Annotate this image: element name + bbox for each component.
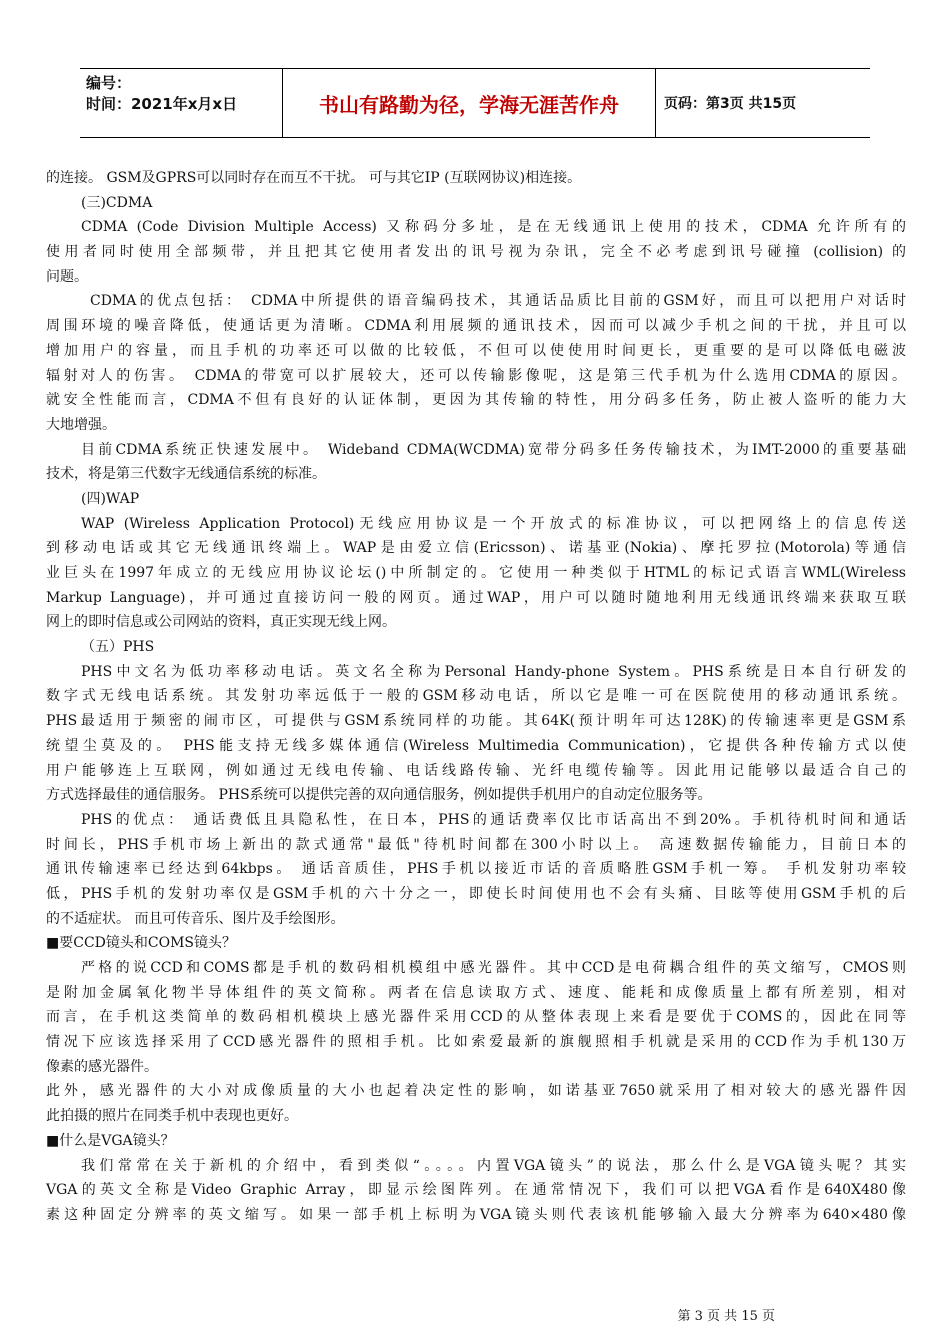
text-line: 此外，感光器件的大小对成像质量的大小也起着决定性的影响，如诺基亚7650就采用了相对较大的感光器件因	[46, 1083, 906, 1100]
text-line: Markup Language)，并可通过直接访问一般的网页。通过WAP，用户可以随时随地利用无线通讯终端来获取互联	[46, 589, 906, 606]
text-line: 我们常常在关于新机的介绍中，看到类似“。。。。内置VGA镜头”的说法，那么什么是VGA镜头呢？其实	[81, 1157, 906, 1174]
header-motto: 书山有路勤为径，学海无涯苦作舟	[283, 69, 656, 137]
text-line: (四)WAP	[81, 490, 140, 507]
text-line: 技术，将是第三代数字无线通信系统的标准。	[46, 466, 326, 483]
text-line: 像素的感光器件。	[46, 1058, 158, 1075]
text-line: 的连接。 GSM及GPRS可以同时存在而互不干扰。 可与其它IP (互联网协议)相连接。	[46, 170, 582, 186]
text-line: PHS的优点： 通话费低且具隐私性，在日本，PHS的通话费率仅比市话高出不到20%。手机待机时间和通话	[81, 811, 906, 828]
text-line: 用户能够连上互联网，例如通过无线电传输、电话线路传输、光纤电缆传输等。因此用记能够以最适合自己的	[46, 762, 906, 779]
text-line: VGA的英文全称是Video Graphic Array，即显示绘图阵列。在通常情况下，我们可以把VGA看作是640X480像	[46, 1182, 906, 1199]
text-line: 使用者同时使用全部频带，并且把其它使用者发出的讯号视为杂讯，完全不必考虑到讯号碰撞 (collision) 的	[46, 244, 906, 261]
text-line: 的不适症状。 而且可传音乐、图片及手绘图形。	[46, 910, 345, 927]
text-line: 就安全性能而言，CDMA不但有良好的认证体制，更因为其传输的特性，用分码多任务，防止被人盗听的能力大	[46, 392, 906, 409]
text-line: 情况下应该选择采用了CCD感光器件的照相手机。比如索爱最新的旗舰照相手机就是采用的CCD作为手机130万	[46, 1034, 906, 1051]
text-line: （五）PHS	[81, 639, 155, 656]
text-line: CDMA (Code Division Multiple Access) 又称码分多址，是在无线通讯上使用的技术，CDMA 允许所有的	[81, 219, 906, 236]
text-line: ■要CCD镜头和COMS镜头？	[46, 935, 236, 952]
text-line: 而言，在手机这类简单的数码相机模块上感光器件采用CCD的从整体表现上来看是要优于COMS的，因此在同等	[46, 1009, 906, 1026]
text-line: PHS最适用于频密的闹市区，可提供与GSM系统同样的功能。其64K(预计明年可达128K)的传输速率更是GSM系	[46, 713, 906, 730]
header-meta	[80, 69, 283, 137]
page-footer: 第 3 页 共 15 页	[677, 1309, 775, 1324]
header-page-number: 页码：第3页 共15页	[664, 96, 797, 112]
text-line: 通讯传输速率已经达到64kbps。 通话音质佳，PHS手机以接近市话的音质略胜GSM手机一筹。 手机发射功率较	[46, 861, 906, 878]
text-line: 目前CDMA系统正快速发展中。 Wideband CDMA(WCDMA)宽带分码多任务传输技术，为IMT-2000的重要基础	[81, 441, 906, 458]
text-line: 此拍摄的照片在同类手机中表现也更好。	[46, 1108, 298, 1125]
text-line: 数字式无线电话系统。其发射功率远低于一般的GSM移动电话，所以它是唯一可在医院使用的移动通讯系统。	[46, 688, 906, 705]
text-line: 到移动电话或其它无线通讯终端上。WAP是由爱立信(Ericsson)、诺基亚(Nokia)、摩托罗拉(Motorola)等通信	[46, 540, 906, 557]
text-line: (三)CDMA	[81, 194, 153, 211]
text-line: 素这种固定分辨率的英文缩写。如果一部手机上标明为VGA镜头则代表该机能够输入最大分辨率为640×480像	[46, 1206, 906, 1223]
text-line: 统望尘莫及的。 PHS能支持无线多媒体通信(Wireless Multimedia Communication)，它提供各种传输方式以使	[46, 737, 906, 754]
text-line: 周围环境的噪音降低，使通话更为清晰。CDMA利用展频的通讯技术，因而可以减少手机之间的干扰，并且可以	[46, 318, 906, 335]
text-line: 是附加金属氧化物半导体组件的英文简称。两者在信息读取方式、速度、能耗和成像质量上都有所差别，相对	[46, 984, 906, 1001]
document-date: 时间：2021年x月x日	[86, 95, 238, 113]
text-line: PHS中文名为低功率移动电话。英文名全称为Personal Handy-phone System。PHS系统是日本自行研发的	[81, 663, 906, 680]
text-line: 辐射对人的伤害。 CDMA的带宽可以扩展较大，还可以传输影像呢，这是第三代手机为什么选用CDMA的原因。	[46, 367, 906, 384]
text-line: 方式选择最佳的通信服务。 PHS系统可以提供完善的双向通信服务，例如提供手机用户的自动定位服务等。	[46, 787, 712, 804]
text-line: 问题。	[46, 268, 88, 285]
text-line: CDMA的优点包括： CDMA中所提供的语音编码技术，其通话品质比目前的GSM好，而且可以把用户对话时	[90, 293, 906, 310]
text-line: WAP (Wireless Application Protocol)无线应用协议是一个开放式的标准协议，可以把网络上的信息传送	[81, 515, 906, 532]
document-number-label: 编号：	[86, 74, 132, 92]
text-line: 网上的即时信息或公司网站的资料，真正实现无线上网。	[46, 614, 396, 631]
document-body	[46, 166, 906, 1228]
text-line: 严格的说CCD和COMS都是手机的数码相机模组中感光器件。其中CCD是电荷耦合组件的英文缩写，CMOS则	[81, 960, 906, 976]
text-line: 大地增强。	[46, 416, 116, 433]
text-line: 时间长，PHS手机市场上新出的款式通常"最低"待机时间都在300小时以上。 高速数据传输能力，目前日本的	[46, 836, 906, 853]
text-line: 业巨头在1997年成立的无线应用协议论坛()中所制定的。它使用一种类似于HTML的标记式语言WML(Wireless	[46, 565, 906, 581]
text-line: ■什么是VGA镜头？	[46, 1132, 175, 1149]
text-line: 增加用户的容量，而且手机的功率还可以做的比较低，不但可以使使用时间更长，更重要的是可以降低电磁波	[46, 342, 906, 359]
page-header	[80, 68, 870, 138]
text-line: 低，PHS手机的发射功率仅是GSM手机的六十分之一，即使长时间使用也不会有头痛、目眩等使用GSM手机的后	[46, 885, 906, 902]
